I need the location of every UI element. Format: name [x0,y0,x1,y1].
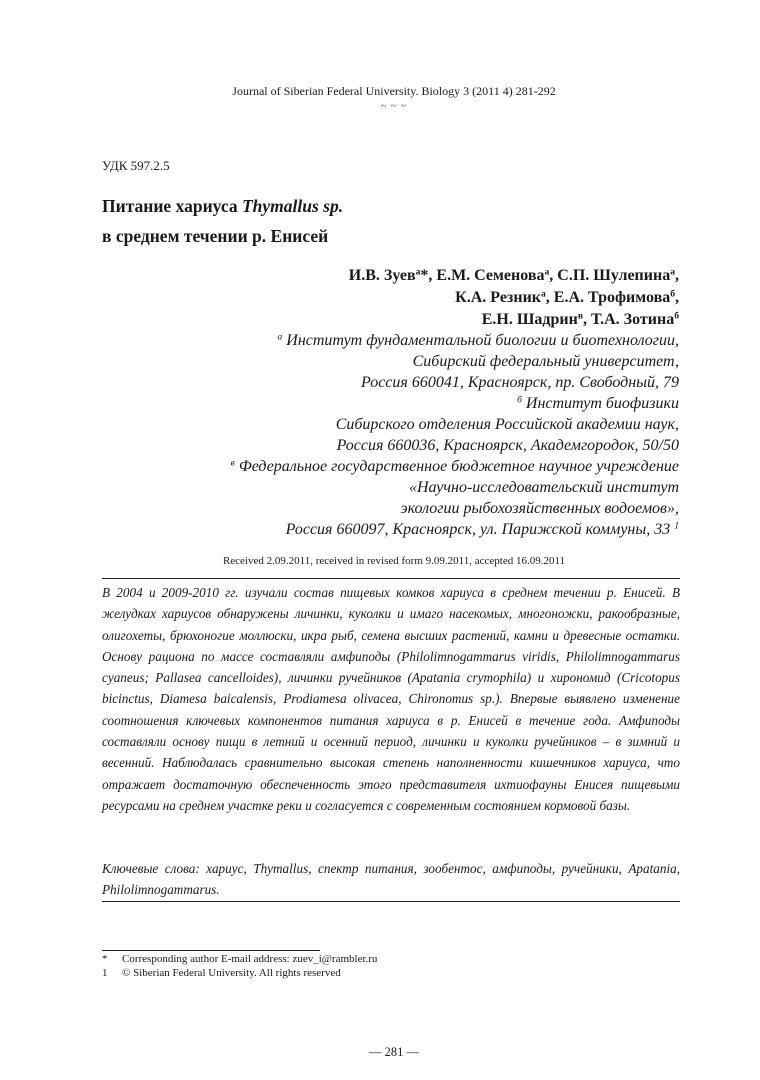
journal-header: Journal of Siberian Federal University. Biology 3 (2011 4) 281-292 [232,84,556,98]
affiliation-c-line: экологии рыбохозяйственных водоемов», [400,500,679,517]
footnote-rule [102,950,320,951]
footnote [102,967,341,979]
author-affil-mark: а [544,266,550,278]
abstract-top-rule [102,578,680,579]
author-name: К.А. Резник [455,289,541,306]
affiliation-b-line: Сибирского отделения Российской академии наук, [335,416,679,433]
author-affil-mark: а [670,266,675,278]
header-separator: ~ ~ ~ [380,101,408,112]
author-name: Т.А. Зотина [591,311,675,328]
affiliation-a-line: Россия 660041, Красноярск, пр. Свободный, 79 [361,374,679,391]
title-prefix: Питание хариуса [102,196,242,216]
footnote [102,953,377,965]
author-affil-mark: б [670,288,675,300]
affiliation-marker: а [277,331,283,343]
footnote-text: © Siberian Federal University. All rights reserved [122,967,341,979]
footnote-mark: * [102,953,108,965]
affiliation-b-line: Россия 660036, Красноярск, Академгородок, 50/50 [336,437,679,454]
affiliation-marker: б [517,394,522,406]
author-name: С.П. Шулепина [557,267,671,284]
affiliation-a-line: Сибирский федеральный университет, [412,353,679,370]
affiliation-a-line: $^а$ Институт фундаментальной биологии и биотехнологии, [277,331,679,349]
affiliation-marker: в [230,457,235,469]
authors-line-3: Е.Н. Шадрин$^в$, Т.А. Зотина$^б$ [481,310,679,328]
author-name: Е.А. Трофимова [553,289,671,306]
authors-line-1: И.В. Зуев$^а$*, Е.М. Семенова$^а$, С.П. Шулепина$^а$, [348,266,679,284]
author-affil-mark: б [674,310,679,322]
author-affil-mark: в [577,310,584,322]
udk-code: УДК 597.2.5 [102,158,170,173]
corresponding-mark: * [420,267,429,284]
author-affil-mark: а [415,266,421,278]
author-name: Е.М. Семенова [436,267,545,284]
footnote-mark: 1 [102,967,108,979]
article-title-line-2: в среднем течении р. Енисей [102,226,329,246]
footnote-text: Corresponding author E-mail address: zuev_i@rambler.ru [122,953,378,965]
author-name: И.В. Зуев [348,267,416,284]
article-title-line-1 [102,196,343,217]
affiliation-c-line: Россия 660097, Красноярск, ул. Парижской коммуны, 33 $^1$ [285,520,679,538]
affiliation-c-line: «Научно-исследовательский институт [408,479,679,496]
title-species: Thymallus sp. [241,196,344,216]
keywords: Ключевые слова: хариус, Thymallus, спектр питания, зообентос, амфиподы, ручейники, Apatania, Philolimnogammarus. [102,861,680,897]
author-affil-mark: а [541,288,546,300]
affiliation-c-line: $^в$ Федеральное государственное бюджетное научное учреждение [230,457,679,475]
page-number: — 281 — [369,1045,419,1059]
authors-line-2: К.А. Резник$^а$, Е.А. Трофимова$^б$, [455,288,679,306]
affiliation-b-line: $^б$ Институт биофизики [517,394,679,412]
received-dates: Received 2.09.2011, received in revised form 9.09.2011, accepted 16.09.2011 [222,555,566,567]
footnote-ref: 1 [674,520,679,532]
keywords-bottom-rule [102,901,680,902]
author-name: Е.Н. Шадрин [481,311,578,328]
abstract: В 2004 и 2009-2010 гг. изучали состав пищевых комков хариуса в среднем течении р. Енисей. В желудках хариусов обнаружены личинки, куколки и имаго насекомых, многоножки, ракообразные, олигохеты, брюхоногие моллюски, икра рыб, семена высших растений, камни и древесные остатки. Основу рациона по массе составляли амфиподы (Philolimnogammarus viridis, Philolimnogammarus cyaneus; Pallasea cancelloides), личинки ручейников (Apatania crymophila) и хирономид (Cricotopus bicinctus, Diamesa baicalensis, Prodiamesa olivacea, Chironomus sp.). Впервые выявлено изменение соотношения ключевых компонентов питания хариуса в р. Енисей в течение года. Амфиподы составляли основу пищи в летний и осенний период, личинки и куколки ручейников – в зимний и весенний. Наблюдалась сравнительно высокая степень наполненности кишечников хариуса, что отражает достаточную обеспеченность этого представителя ихтиофауны Енисея пищевыми ресурсами на среднем участке реки и согласуется с современным состоянием кормовой базы. [102,585,680,813]
